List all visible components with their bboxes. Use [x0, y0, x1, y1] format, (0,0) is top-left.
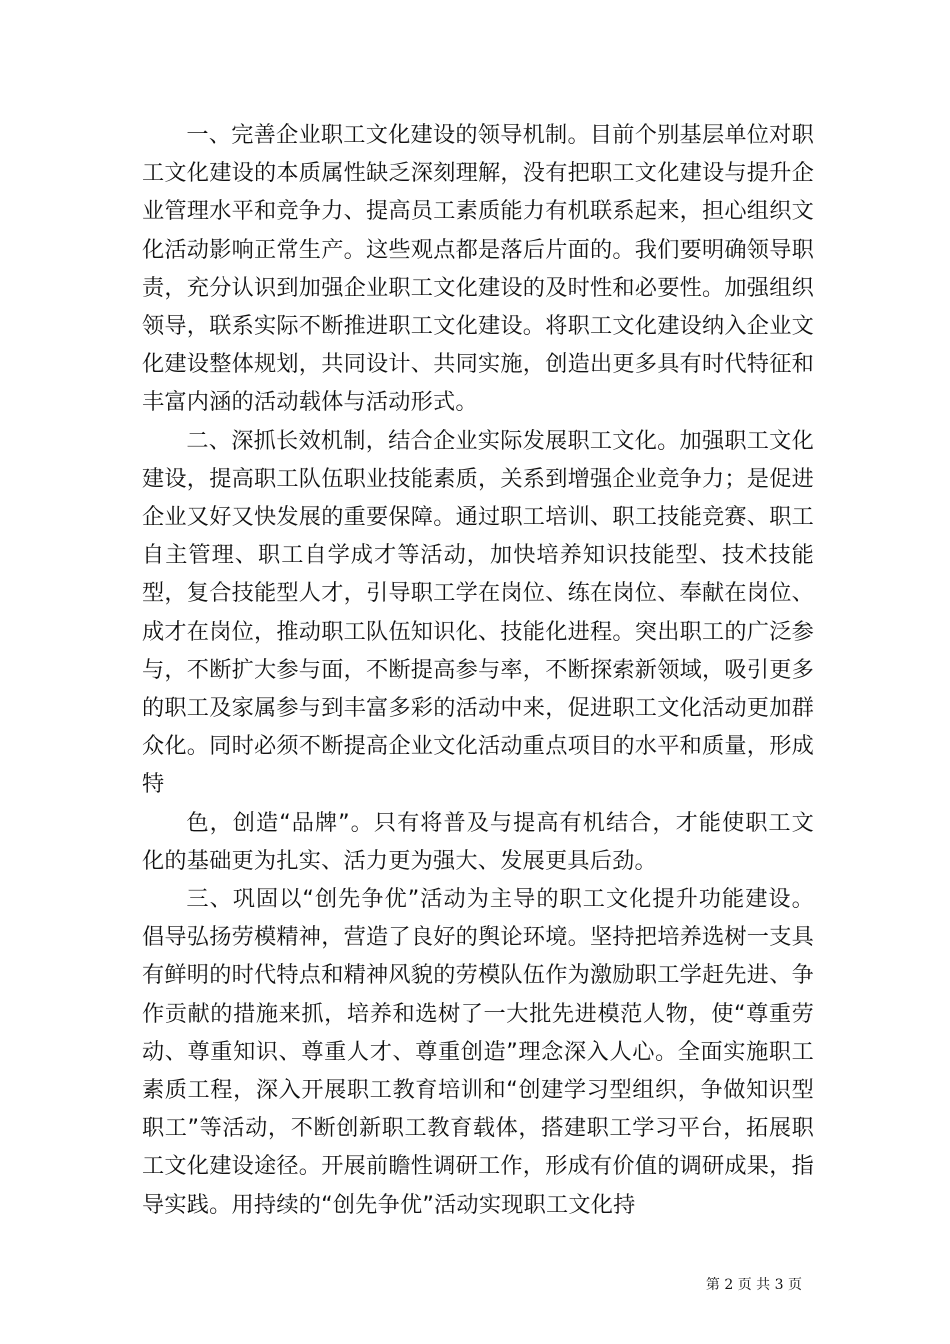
paragraph-1: 一、完善企业职工文化建设的领导机制。目前个别基层单位对职工文化建设的本质属性缺乏深刻理解，没有把职工文化建设与提升企业管理水平和竞争力、提高员工素质能力有机联系起来，担心组织文化活动影响正常生产。这些观点都是落后片面的。我们要明确领导职责，充分认识到加强企业职工文化建设的及时性和必要性。加强组织领导，联系实际不断推进职工文化建设。将职工文化建设纳入企业文化建设整体规划，共同设计、共同实施，创造出更多具有时代特征和丰富内涵的活动载体与活动形式。 [142, 122, 814, 416]
paragraph-3: 色，创造“品牌”。只有将普及与提高有机结合，才能使职工文化的基础更为扎实、活力更为强大、发展更具后劲。 [142, 809, 814, 874]
page-number: 第 2 页 共 3 页 [705, 1277, 802, 1293]
document-body [142, 116, 814, 1224]
paragraph-2: 二、深抓长效机制，结合企业实际发展职工文化。加强职工文化建设，提高职工队伍职业技能素质，关系到增强企业竞争力；是促进企业又好又快发展的重要保障。通过职工培训、职工技能竞赛、职工自主管理、职工自学成才等活动，加快培养知识技能型、技术技能型，复合技能型人才，引导职工学在岗位、练在岗位、奉献在岗位、成才在岗位，推动职工队伍知识化、技能化进程。突出职工的广泛参与，不断扩大参与面，不断提高参与率，不断探索新领域，吸引更多的职工及家属参与到丰富多彩的活动中来，促进职工文化活动更加群众化。同时必须不断提高企业文化活动重点项目的水平和质量，形成特 [142, 427, 814, 798]
paragraph-4: 三、巩固以“创先争优”活动为主导的职工文化提升功能建设。倡导弘扬劳模精神，营造了良好的舆论环境。坚持把培养选树一支具有鲜明的时代特点和精神风貌的劳模队伍作为激励职工学赶先进、争作贡献的措施来抓，培养和选树了一大批先进模范人物，使“尊重劳动、尊重知识、尊重人才、尊重创造”理念深入人心。全面实施职工素质工程，深入开展职工教育培训和“创建学习型组织，争做知识型职工”等活动，不断创新职工教育载体，搭建职工学习平台，拓展职工文化建设途径。开展前瞻性调研工作，形成有价值的调研成果，指导实践。用持续的“创先争优”活动实现职工文化持 [142, 886, 814, 1218]
